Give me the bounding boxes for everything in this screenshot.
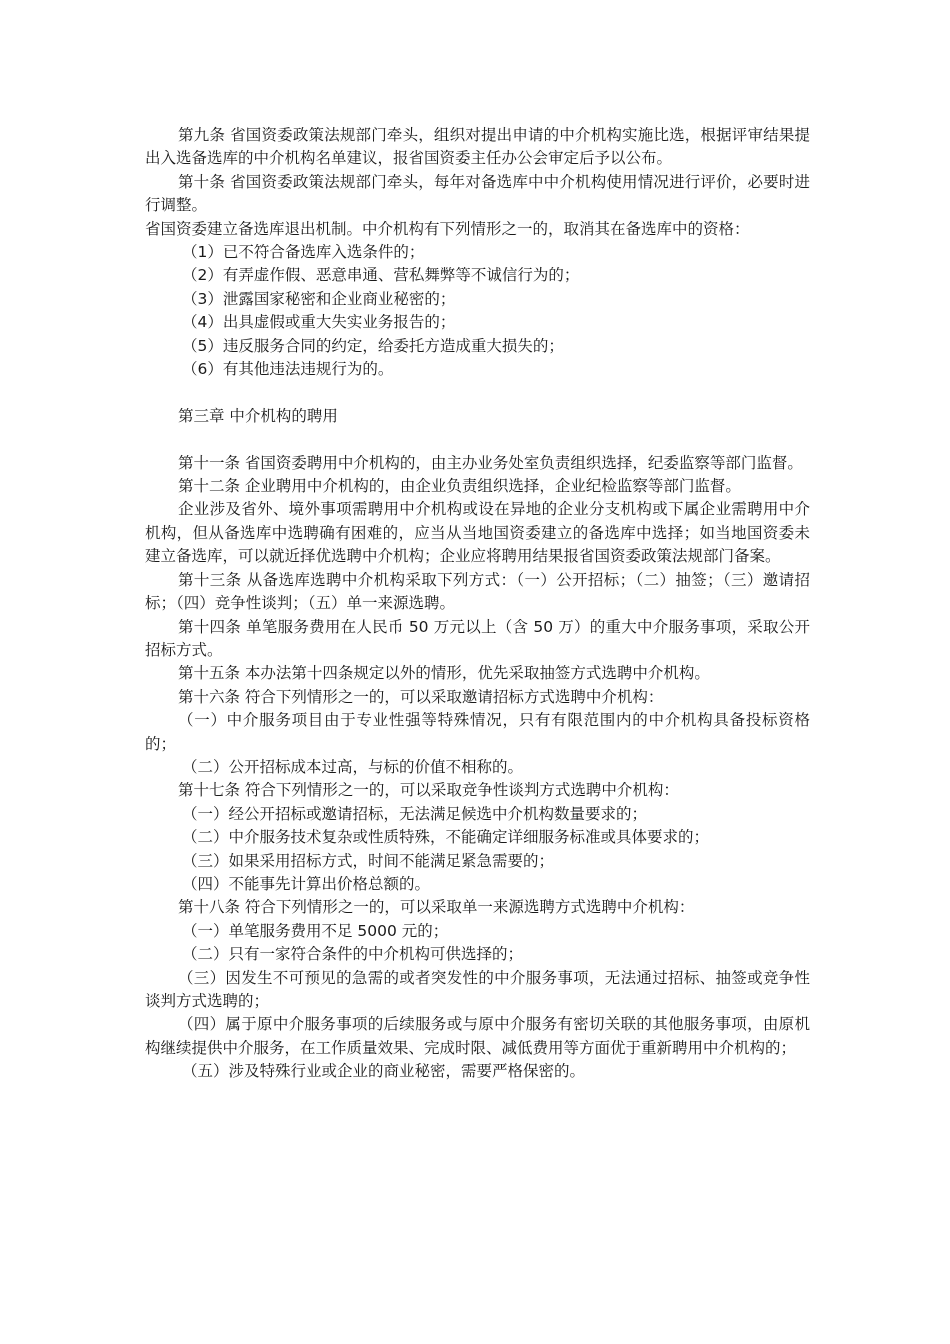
spacer xyxy=(145,428,810,451)
article-11: 第十一条 省国资委聘用中介机构的，由主办业务处室负责组织选择，纪委监察等部门监督。 xyxy=(178,453,803,472)
article-16: 第十六条 符合下列情形之一的，可以采取邀请招标方式选聘中介机构： xyxy=(178,687,664,706)
exit-item: （6）有其他违法违规行为的。 xyxy=(182,360,394,379)
article-17-item: （四）不能事先计算出价格总额的。 xyxy=(182,874,431,893)
article-17-item: （二）中介服务技术复杂或性质特殊，不能确定详细服务标准或具体要求的； xyxy=(182,828,710,847)
exit-item: （2）有弄虚作假、恶意串通、营私舞弊等不诚信行为的； xyxy=(182,266,580,285)
article-16-item: （二）公开招标成本过高，与标的价值不相称的。 xyxy=(182,757,524,776)
article-13: 第十三条 从备选库选聘中介机构采取下列方式：（一）公开招标；（二）抽签；（三）邀请招标；（四）竞争性谈判；（五）单一来源选聘。 xyxy=(145,570,810,613)
article-12: 第十二条 企业聘用中介机构的，由企业负责组织选择，企业纪检监察等部门监督。 xyxy=(178,477,741,496)
article-18-item: （一）单笔服务费用不足 5000 元的； xyxy=(182,921,449,940)
article-18-item: （五）涉及特殊行业或企业的商业秘密，需要严格保密的。 xyxy=(182,1062,586,1081)
article-17-item: （一）经公开招标或邀请招标，无法满足候选中介机构数量要求的； xyxy=(182,804,648,823)
document-page xyxy=(145,124,810,1084)
exit-item: （4）出具虚假或重大失实业务报告的； xyxy=(182,313,456,332)
article-18: 第十八条 符合下列情形之一的，可以采取单一来源选聘方式选聘中介机构： xyxy=(178,898,695,917)
article-15: 第十五条 本办法第十四条规定以外的情形，优先采取抽签方式选聘中介机构。 xyxy=(178,664,710,683)
exit-mechanism-paragraph: 省国资委建立备选库退出机制。中介机构有下列情形之一的，取消其在备选库中的资格： xyxy=(145,219,750,238)
exit-item: （1）已不符合备选库入选条件的； xyxy=(182,243,425,262)
chapter-3-heading: 第三章 中介机构的聘用 xyxy=(178,406,338,425)
article-9: 第九条 省国资委政策法规部门牵头，组织对提出申请的中介机构实施比选，根据评审结果提出入选备选库的中介机构名单建议，报省国资委主任办公会审定后予以公布。 xyxy=(145,126,810,168)
article-18-item: （三）因发生不可预见的急需的或者突发性的中介服务事项，无法通过招标、抽签或竞争性谈判方式选聘的； xyxy=(145,968,810,1010)
exit-item: （3）泄露国家秘密和企业商业秘密的； xyxy=(182,289,456,308)
article-18-item: （二）只有一家符合条件的中介机构可供选择的； xyxy=(182,945,524,964)
article-18-item: （四）属于原中介服务事项的后续服务或与原中介服务有密切关联的其他服务事项，由原机构继续提供中介服务，在工作质量效果、完成时限、减低费用等方面优于重新聘用中介机构的； xyxy=(145,1015,810,1057)
article-17-item: （三）如果采用招标方式，时间不能满足紧急需要的； xyxy=(182,851,555,870)
exit-item: （5）违反服务合同的约定，给委托方造成重大损失的； xyxy=(182,336,564,355)
article-10: 第十条 省国资委政策法规部门牵头，每年对备选库中中介机构使用情况进行评价，必要时进行调整。 xyxy=(145,172,810,215)
article-12-paragraph-2: 企业涉及省外、境外事项需聘用中介机构或设在异地的企业分支机构或下属企业需聘用中介机构，但从备选库中选聘确有困难的，应当从当地国资委建立的备选库中选择；如当地国资委未建立备选库，可以就近择优选聘中介机构；企业应将聘用结果报省国资委政策法规部门备案。 xyxy=(145,500,810,566)
article-17: 第十七条 符合下列情形之一的，可以采取竞争性谈判方式选聘中介机构： xyxy=(178,781,679,800)
spacer xyxy=(145,381,810,404)
article-16-item: （一）中介服务项目由于专业性强等特殊情况，只有有限范围内的中介机构具备投标资格的； xyxy=(145,711,810,753)
article-14: 第十四条 单笔服务费用在人民币 50 万元以上（含 50 万）的重大中介服务事项，采取公开招标方式。 xyxy=(145,617,810,659)
